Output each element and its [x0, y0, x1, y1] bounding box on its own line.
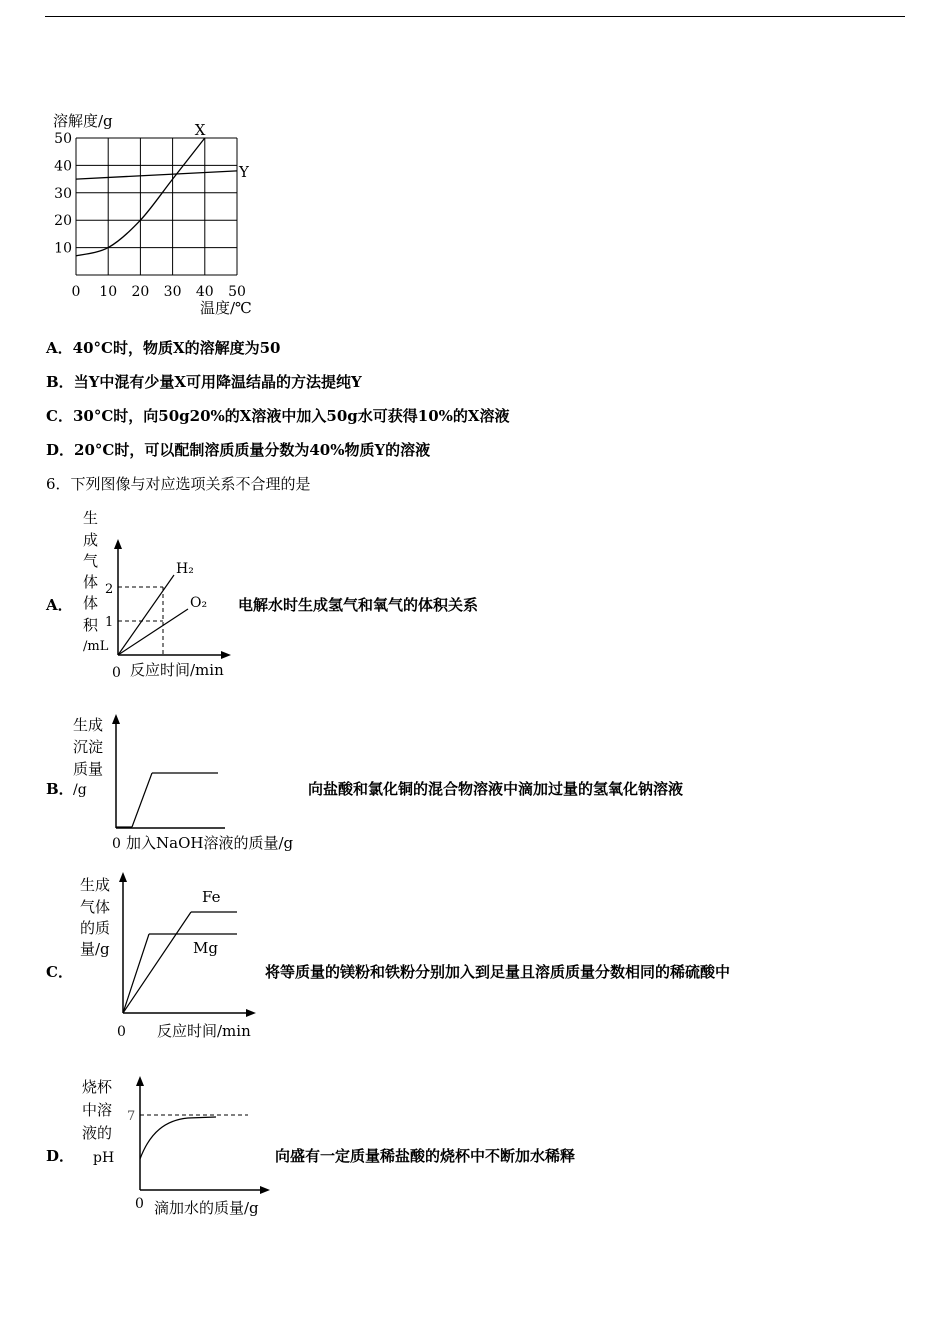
y-tick-10: 10 — [54, 240, 72, 257]
q6-chart-a — [80, 505, 240, 683]
a-ytick-1: 1 — [105, 615, 114, 630]
b-xlabel: 加入NaOH溶液的质量/g — [126, 834, 294, 852]
d-ylabel-0: 烧杯 — [82, 1078, 113, 1096]
y-tick-50: 50 — [54, 131, 72, 147]
a-y-arrow — [114, 539, 122, 549]
q5-option-a[interactable]: A．40°C时，物质X的溶解度为50 — [46, 339, 281, 357]
a-xlabel: 反应时间/min — [130, 661, 224, 679]
a-ylabel-5: 积 — [83, 616, 99, 634]
d-y-arrow — [136, 1076, 144, 1086]
c-ylabel-1: 气体 — [80, 898, 111, 916]
solubility-series — [76, 121, 250, 256]
q6-option-b-desc[interactable]: 向盐酸和氯化铜的混合物溶液中滴加过量的氢氧化钠溶液 — [308, 780, 684, 798]
solubility-grid — [76, 138, 237, 275]
a-ylabel-2: 气 — [83, 552, 99, 570]
c-ylabel-0: 生成 — [80, 876, 111, 894]
d-ylabel-3: pH — [93, 1150, 115, 1166]
q5-option-c[interactable]: C．30°C时，向50g20%的X溶液中加入50g水可获得10%的X溶液 — [46, 407, 510, 425]
a-label-o2: O₂ — [190, 595, 208, 611]
c-label-mg: Mg — [193, 939, 218, 957]
c-ylabel-2: 的质 — [80, 919, 111, 937]
header-rule — [45, 16, 905, 17]
a-origin: 0 — [112, 665, 121, 681]
a-ylabel-0: 生 — [83, 509, 99, 527]
c-origin: 0 — [117, 1024, 126, 1040]
solubility-y-ticks — [54, 131, 72, 257]
x-tick-20: 20 — [131, 284, 150, 300]
q6-option-d-letter[interactable]: D． — [46, 1147, 75, 1165]
q6-chart-d — [78, 1072, 273, 1222]
a-line-o2 — [118, 609, 188, 655]
d-ylabel-1: 中溶 — [82, 1101, 113, 1119]
curve-Y — [76, 171, 237, 179]
q6-chart-c — [75, 868, 265, 1046]
q6-option-c-letter[interactable]: C． — [46, 963, 73, 981]
x-tick-30: 30 — [163, 284, 182, 300]
solubility-chart — [40, 108, 280, 323]
b-ylabel-3: /g — [73, 782, 87, 798]
y-tick-20: 20 — [54, 213, 72, 230]
a-ytick-2: 2 — [105, 582, 114, 597]
b-ylabel-2: 质量 — [73, 760, 104, 778]
x-tick-50: 50 — [228, 284, 246, 300]
c-line-fe-rise — [123, 912, 191, 1013]
x-tick-0: 0 — [71, 284, 81, 300]
d-curve-ph — [140, 1117, 216, 1159]
y-tick-40: 40 — [54, 158, 72, 175]
q6-option-a-letter[interactable]: A． — [46, 596, 73, 614]
y-tick-30: 30 — [54, 185, 72, 202]
c-ylabel-3: 量/g — [80, 940, 110, 958]
c-line-mg-rise — [123, 934, 149, 1013]
b-y-arrow — [112, 714, 120, 724]
label-X: X — [194, 121, 206, 139]
b-line-rise — [132, 773, 152, 827]
a-ylabel-3: 体 — [83, 573, 99, 591]
q5-option-b[interactable]: B．当Y中混有少量X可用降温结晶的方法提纯Y — [46, 373, 362, 391]
solubility-xlabel: 温度/℃ — [200, 299, 252, 317]
q5-option-d[interactable]: D．20°C时，可以配制溶质质量分数为40%物质Y的溶液 — [46, 441, 431, 459]
q6-chart-b — [70, 710, 305, 858]
d-x-arrow — [260, 1186, 270, 1194]
solubility-ylabel: 溶解度/g — [53, 112, 113, 130]
a-x-arrow — [221, 651, 231, 659]
a-label-h2: H₂ — [176, 561, 194, 577]
b-ylabel-1: 沉淀 — [73, 738, 104, 756]
q6-option-b-letter[interactable]: B． — [46, 780, 74, 798]
x-tick-10: 10 — [99, 284, 118, 300]
q6-option-c-desc[interactable]: 将等质量的镁粉和铁粉分别加入到足量且溶质质量分数相同的稀硫酸中 — [265, 963, 731, 981]
d-ylabel-2: 液的 — [82, 1124, 113, 1142]
c-xlabel: 反应时间/min — [157, 1022, 251, 1040]
q6-option-d-desc[interactable]: 向盛有一定质量稀盐酸的烧杯中不断加水稀释 — [275, 1147, 576, 1165]
label-Y: Y — [239, 162, 249, 181]
b-ylabel-0: 生成 — [73, 716, 104, 734]
a-ylabel-4: 体 — [83, 594, 99, 612]
d-ytick-7: 7 — [127, 1109, 136, 1124]
a-ylabel-1: 成 — [83, 531, 99, 549]
q6-stem: 6．下列图像与对应选项关系不合理的是 — [46, 475, 311, 493]
a-ylabel-6: /mL — [83, 639, 109, 654]
x-tick-40: 40 — [195, 284, 214, 300]
c-label-fe: Fe — [202, 888, 221, 906]
c-x-arrow — [246, 1009, 256, 1017]
b-origin: 0 — [112, 836, 121, 852]
q6-option-a-desc[interactable]: 电解水时生成氢气和氧气的体积关系 — [238, 596, 479, 614]
d-xlabel: 滴加水的质量/g — [154, 1199, 259, 1217]
d-origin: 0 — [135, 1196, 144, 1212]
solubility-x-ticks — [72, 284, 246, 300]
c-y-arrow — [119, 872, 127, 882]
